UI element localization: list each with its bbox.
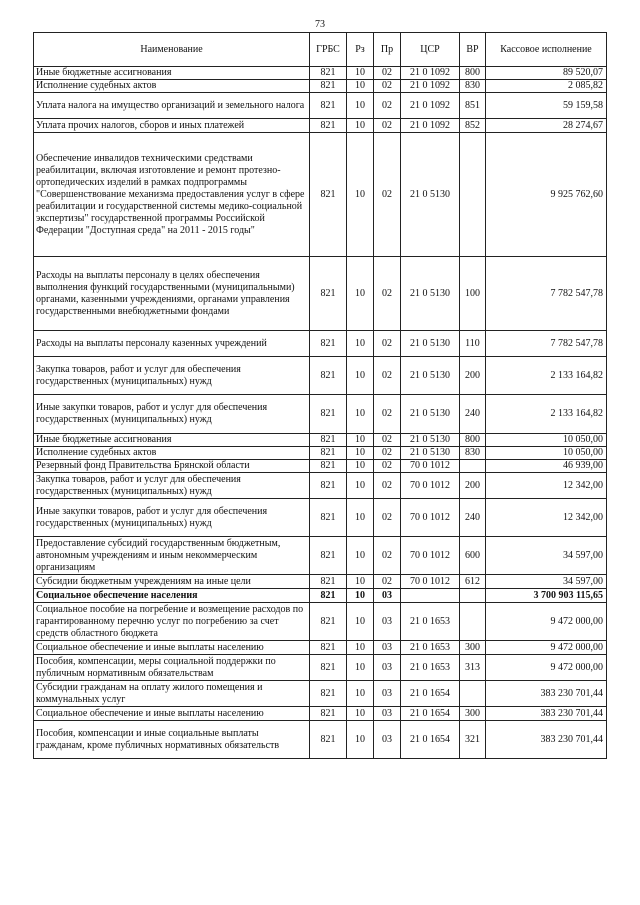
cell-amount: 9 925 762,60	[486, 133, 607, 257]
cell-vr	[460, 133, 486, 257]
cell-rz: 10	[347, 460, 374, 473]
cell-rz: 10	[347, 93, 374, 119]
cell-csr: 70 0 1012	[401, 499, 460, 537]
cell-pr: 02	[374, 80, 401, 93]
table-row	[34, 721, 607, 759]
cell-name: Иные бюджетные ассигнования	[34, 434, 310, 447]
cell-vr: 800	[460, 434, 486, 447]
cell-pr: 03	[374, 655, 401, 681]
cell-amount: 383 230 701,44	[486, 707, 607, 721]
cell-vr: 600	[460, 537, 486, 575]
cell-csr: 21 0 5130	[401, 395, 460, 434]
cell-rz: 10	[347, 681, 374, 707]
cell-rz: 10	[347, 499, 374, 537]
cell-name: Иные закупки товаров, работ и услуг для обеспечения государственных (муниципальных) нужд	[34, 499, 310, 537]
cell-name: Иные бюджетные ассигнования	[34, 67, 310, 80]
cell-pr: 02	[374, 537, 401, 575]
cell-name: Уплата налога на имущество организаций и земельного налога	[34, 93, 310, 119]
header-rz: Рз	[347, 33, 374, 67]
cell-pr: 02	[374, 499, 401, 537]
cell-vr	[460, 460, 486, 473]
cell-csr: 21 0 5130	[401, 357, 460, 395]
cell-grbs: 821	[310, 257, 347, 331]
cell-pr: 02	[374, 395, 401, 434]
cell-name: Расходы на выплаты персоналу казенных учреждений	[34, 331, 310, 357]
cell-rz: 10	[347, 67, 374, 80]
cell-name: Субсидии гражданам на оплату жилого помещения и коммунальных услуг	[34, 681, 310, 707]
cell-vr: 830	[460, 80, 486, 93]
cell-amount: 12 342,00	[486, 473, 607, 499]
cell-name: Пособия, компенсации, меры социальной поддержки по публичным нормативным обязательствам	[34, 655, 310, 681]
cell-amount: 2 133 164,82	[486, 395, 607, 434]
table-row	[34, 119, 607, 133]
cell-vr: 321	[460, 721, 486, 759]
cell-amount: 10 050,00	[486, 447, 607, 460]
cell-rz: 10	[347, 575, 374, 589]
cell-grbs: 821	[310, 395, 347, 434]
table-row	[34, 395, 607, 434]
cell-amount: 10 050,00	[486, 434, 607, 447]
cell-amount: 383 230 701,44	[486, 721, 607, 759]
cell-name: Иные закупки товаров, работ и услуг для обеспечения государственных (муниципальных) нужд	[34, 395, 310, 434]
cell-csr: 21 0 1092	[401, 80, 460, 93]
cell-grbs: 821	[310, 589, 347, 603]
table-row	[34, 641, 607, 655]
cell-amount: 383 230 701,44	[486, 681, 607, 707]
cell-rz: 10	[347, 641, 374, 655]
cell-name: Социальное пособие на погребение и возмещение расходов по гарантированному перечню услуг по погребению за счет средств областного бюджета	[34, 603, 310, 641]
cell-amount: 2 133 164,82	[486, 357, 607, 395]
cell-name: Социальное обеспечение и иные выплаты населению	[34, 641, 310, 655]
cell-vr: 300	[460, 641, 486, 655]
header-amount: Кассовое исполнение	[486, 33, 607, 67]
cell-pr: 02	[374, 133, 401, 257]
cell-vr	[460, 589, 486, 603]
cell-vr: 612	[460, 575, 486, 589]
cell-pr: 03	[374, 681, 401, 707]
cell-pr: 02	[374, 331, 401, 357]
cell-rz: 10	[347, 537, 374, 575]
budget-table	[33, 32, 607, 759]
page-number: 73	[315, 19, 325, 30]
cell-grbs: 821	[310, 447, 347, 460]
cell-pr: 02	[374, 447, 401, 460]
table-row	[34, 331, 607, 357]
cell-grbs: 821	[310, 575, 347, 589]
table-row	[34, 357, 607, 395]
cell-csr: 21 0 1092	[401, 119, 460, 133]
cell-grbs: 821	[310, 473, 347, 499]
cell-pr: 03	[374, 721, 401, 759]
cell-pr: 02	[374, 460, 401, 473]
cell-grbs: 821	[310, 357, 347, 395]
cell-amount: 46 939,00	[486, 460, 607, 473]
cell-grbs: 821	[310, 93, 347, 119]
cell-rz: 10	[347, 133, 374, 257]
cell-name: Субсидии бюджетным учреждениям на иные цели	[34, 575, 310, 589]
cell-pr: 02	[374, 93, 401, 119]
cell-vr: 830	[460, 447, 486, 460]
cell-amount: 28 274,67	[486, 119, 607, 133]
cell-grbs: 821	[310, 681, 347, 707]
cell-grbs: 821	[310, 537, 347, 575]
table-row	[34, 681, 607, 707]
cell-rz: 10	[347, 357, 374, 395]
header-csr: ЦСР	[401, 33, 460, 67]
table-row	[34, 575, 607, 589]
cell-grbs: 821	[310, 80, 347, 93]
cell-pr: 02	[374, 357, 401, 395]
cell-name: Закупка товаров, работ и услуг для обеспечения государственных (муниципальных) нужд	[34, 357, 310, 395]
table-row	[34, 257, 607, 331]
cell-vr: 851	[460, 93, 486, 119]
cell-name: Расходы на выплаты персоналу в целях обеспечения выполнения функций государственными (муниципальными) органами, казенными учреждениями, органами управления государственными внебюджетными фондами	[34, 257, 310, 331]
cell-csr: 21 0 1654	[401, 707, 460, 721]
cell-name: Обеспечение инвалидов техническими средствами реабилитации, включая изготовление и ремонт протезно-ортопедических изделий в рамках подпрограммы "Совершенствование механизма предоставления услуг в сфере реабилитации и государственной системы медико-социальной экспертизы" государственной программы Российской Федерации "Доступная среда" на 2011 - 2015 годы"	[34, 133, 310, 257]
cell-amount: 34 597,00	[486, 575, 607, 589]
cell-pr: 03	[374, 603, 401, 641]
cell-rz: 10	[347, 603, 374, 641]
table-body	[34, 67, 607, 759]
cell-csr: 21 0 5130	[401, 257, 460, 331]
table-row	[34, 80, 607, 93]
cell-csr: 21 0 1654	[401, 721, 460, 759]
cell-csr: 70 0 1012	[401, 460, 460, 473]
cell-csr: 21 0 5130	[401, 133, 460, 257]
table-row	[34, 460, 607, 473]
cell-vr: 240	[460, 395, 486, 434]
cell-amount: 7 782 547,78	[486, 331, 607, 357]
cell-rz: 10	[347, 655, 374, 681]
header-vr: ВР	[460, 33, 486, 67]
cell-rz: 10	[347, 434, 374, 447]
cell-rz: 10	[347, 119, 374, 133]
header-grbs: ГРБС	[310, 33, 347, 67]
cell-vr: 300	[460, 707, 486, 721]
cell-rz: 10	[347, 707, 374, 721]
cell-name: Социальное обеспечение населения	[34, 589, 310, 603]
cell-vr: 100	[460, 257, 486, 331]
cell-amount: 89 520,07	[486, 67, 607, 80]
cell-pr: 02	[374, 119, 401, 133]
cell-vr: 110	[460, 331, 486, 357]
cell-amount: 3 700 903 115,65	[486, 589, 607, 603]
table-row	[34, 537, 607, 575]
cell-rz: 10	[347, 589, 374, 603]
table-row	[34, 447, 607, 460]
cell-grbs: 821	[310, 460, 347, 473]
cell-name: Уплата прочих налогов, сборов и иных платежей	[34, 119, 310, 133]
cell-vr: 852	[460, 119, 486, 133]
cell-pr: 02	[374, 575, 401, 589]
cell-grbs: 821	[310, 499, 347, 537]
cell-amount: 9 472 000,00	[486, 655, 607, 681]
table-row	[34, 67, 607, 80]
cell-rz: 10	[347, 395, 374, 434]
table-row	[34, 133, 607, 257]
cell-amount: 9 472 000,00	[486, 641, 607, 655]
cell-amount: 12 342,00	[486, 499, 607, 537]
cell-pr: 03	[374, 641, 401, 655]
cell-vr: 200	[460, 357, 486, 395]
cell-rz: 10	[347, 721, 374, 759]
cell-pr: 02	[374, 473, 401, 499]
cell-rz: 10	[347, 447, 374, 460]
table-row	[34, 499, 607, 537]
cell-csr: 21 0 5130	[401, 434, 460, 447]
cell-grbs: 821	[310, 721, 347, 759]
cell-amount: 59 159,58	[486, 93, 607, 119]
table-row	[34, 473, 607, 499]
cell-grbs: 821	[310, 655, 347, 681]
cell-rz: 10	[347, 473, 374, 499]
header-pr: Пр	[374, 33, 401, 67]
cell-grbs: 821	[310, 641, 347, 655]
cell-csr: 70 0 1012	[401, 575, 460, 589]
cell-name: Исполнение судебных актов	[34, 80, 310, 93]
cell-grbs: 821	[310, 133, 347, 257]
cell-csr: 21 0 1653	[401, 655, 460, 681]
cell-csr: 21 0 1092	[401, 93, 460, 119]
table-row	[34, 707, 607, 721]
header-name: Наименование	[34, 33, 310, 67]
cell-pr: 02	[374, 434, 401, 447]
cell-grbs: 821	[310, 434, 347, 447]
cell-csr: 21 0 1092	[401, 67, 460, 80]
cell-grbs: 821	[310, 119, 347, 133]
cell-csr	[401, 589, 460, 603]
cell-vr: 313	[460, 655, 486, 681]
cell-pr: 02	[374, 257, 401, 331]
cell-rz: 10	[347, 257, 374, 331]
table-row	[34, 603, 607, 641]
cell-pr: 03	[374, 589, 401, 603]
table-row	[34, 93, 607, 119]
cell-pr: 03	[374, 707, 401, 721]
cell-csr: 70 0 1012	[401, 537, 460, 575]
cell-grbs: 821	[310, 331, 347, 357]
cell-amount: 2 085,82	[486, 80, 607, 93]
cell-csr: 21 0 1653	[401, 641, 460, 655]
cell-amount: 34 597,00	[486, 537, 607, 575]
cell-grbs: 821	[310, 707, 347, 721]
cell-csr: 70 0 1012	[401, 473, 460, 499]
cell-name: Предоставление субсидий государственным бюджетным, автономным учреждениям и иным некоммерческим организациям	[34, 537, 310, 575]
cell-vr: 800	[460, 67, 486, 80]
cell-grbs: 821	[310, 603, 347, 641]
cell-pr: 02	[374, 67, 401, 80]
cell-name: Пособия, компенсации и иные социальные выплаты гражданам, кроме публичных нормативных обязательств	[34, 721, 310, 759]
cell-amount: 7 782 547,78	[486, 257, 607, 331]
cell-vr: 240	[460, 499, 486, 537]
cell-csr: 21 0 1654	[401, 681, 460, 707]
cell-name: Исполнение судебных актов	[34, 447, 310, 460]
table-header-row	[34, 33, 607, 67]
cell-csr: 21 0 5130	[401, 331, 460, 357]
cell-rz: 10	[347, 331, 374, 357]
table-row	[34, 655, 607, 681]
cell-vr: 200	[460, 473, 486, 499]
cell-grbs: 821	[310, 67, 347, 80]
cell-csr: 21 0 1653	[401, 603, 460, 641]
cell-vr	[460, 681, 486, 707]
cell-vr	[460, 603, 486, 641]
table-row	[34, 589, 607, 603]
cell-csr: 21 0 5130	[401, 447, 460, 460]
cell-name: Социальное обеспечение и иные выплаты населению	[34, 707, 310, 721]
cell-rz: 10	[347, 80, 374, 93]
cell-amount: 9 472 000,00	[486, 603, 607, 641]
cell-name: Закупка товаров, работ и услуг для обеспечения государственных (муниципальных) нужд	[34, 473, 310, 499]
table-row	[34, 434, 607, 447]
cell-name: Резервный фонд Правительства Брянской области	[34, 460, 310, 473]
